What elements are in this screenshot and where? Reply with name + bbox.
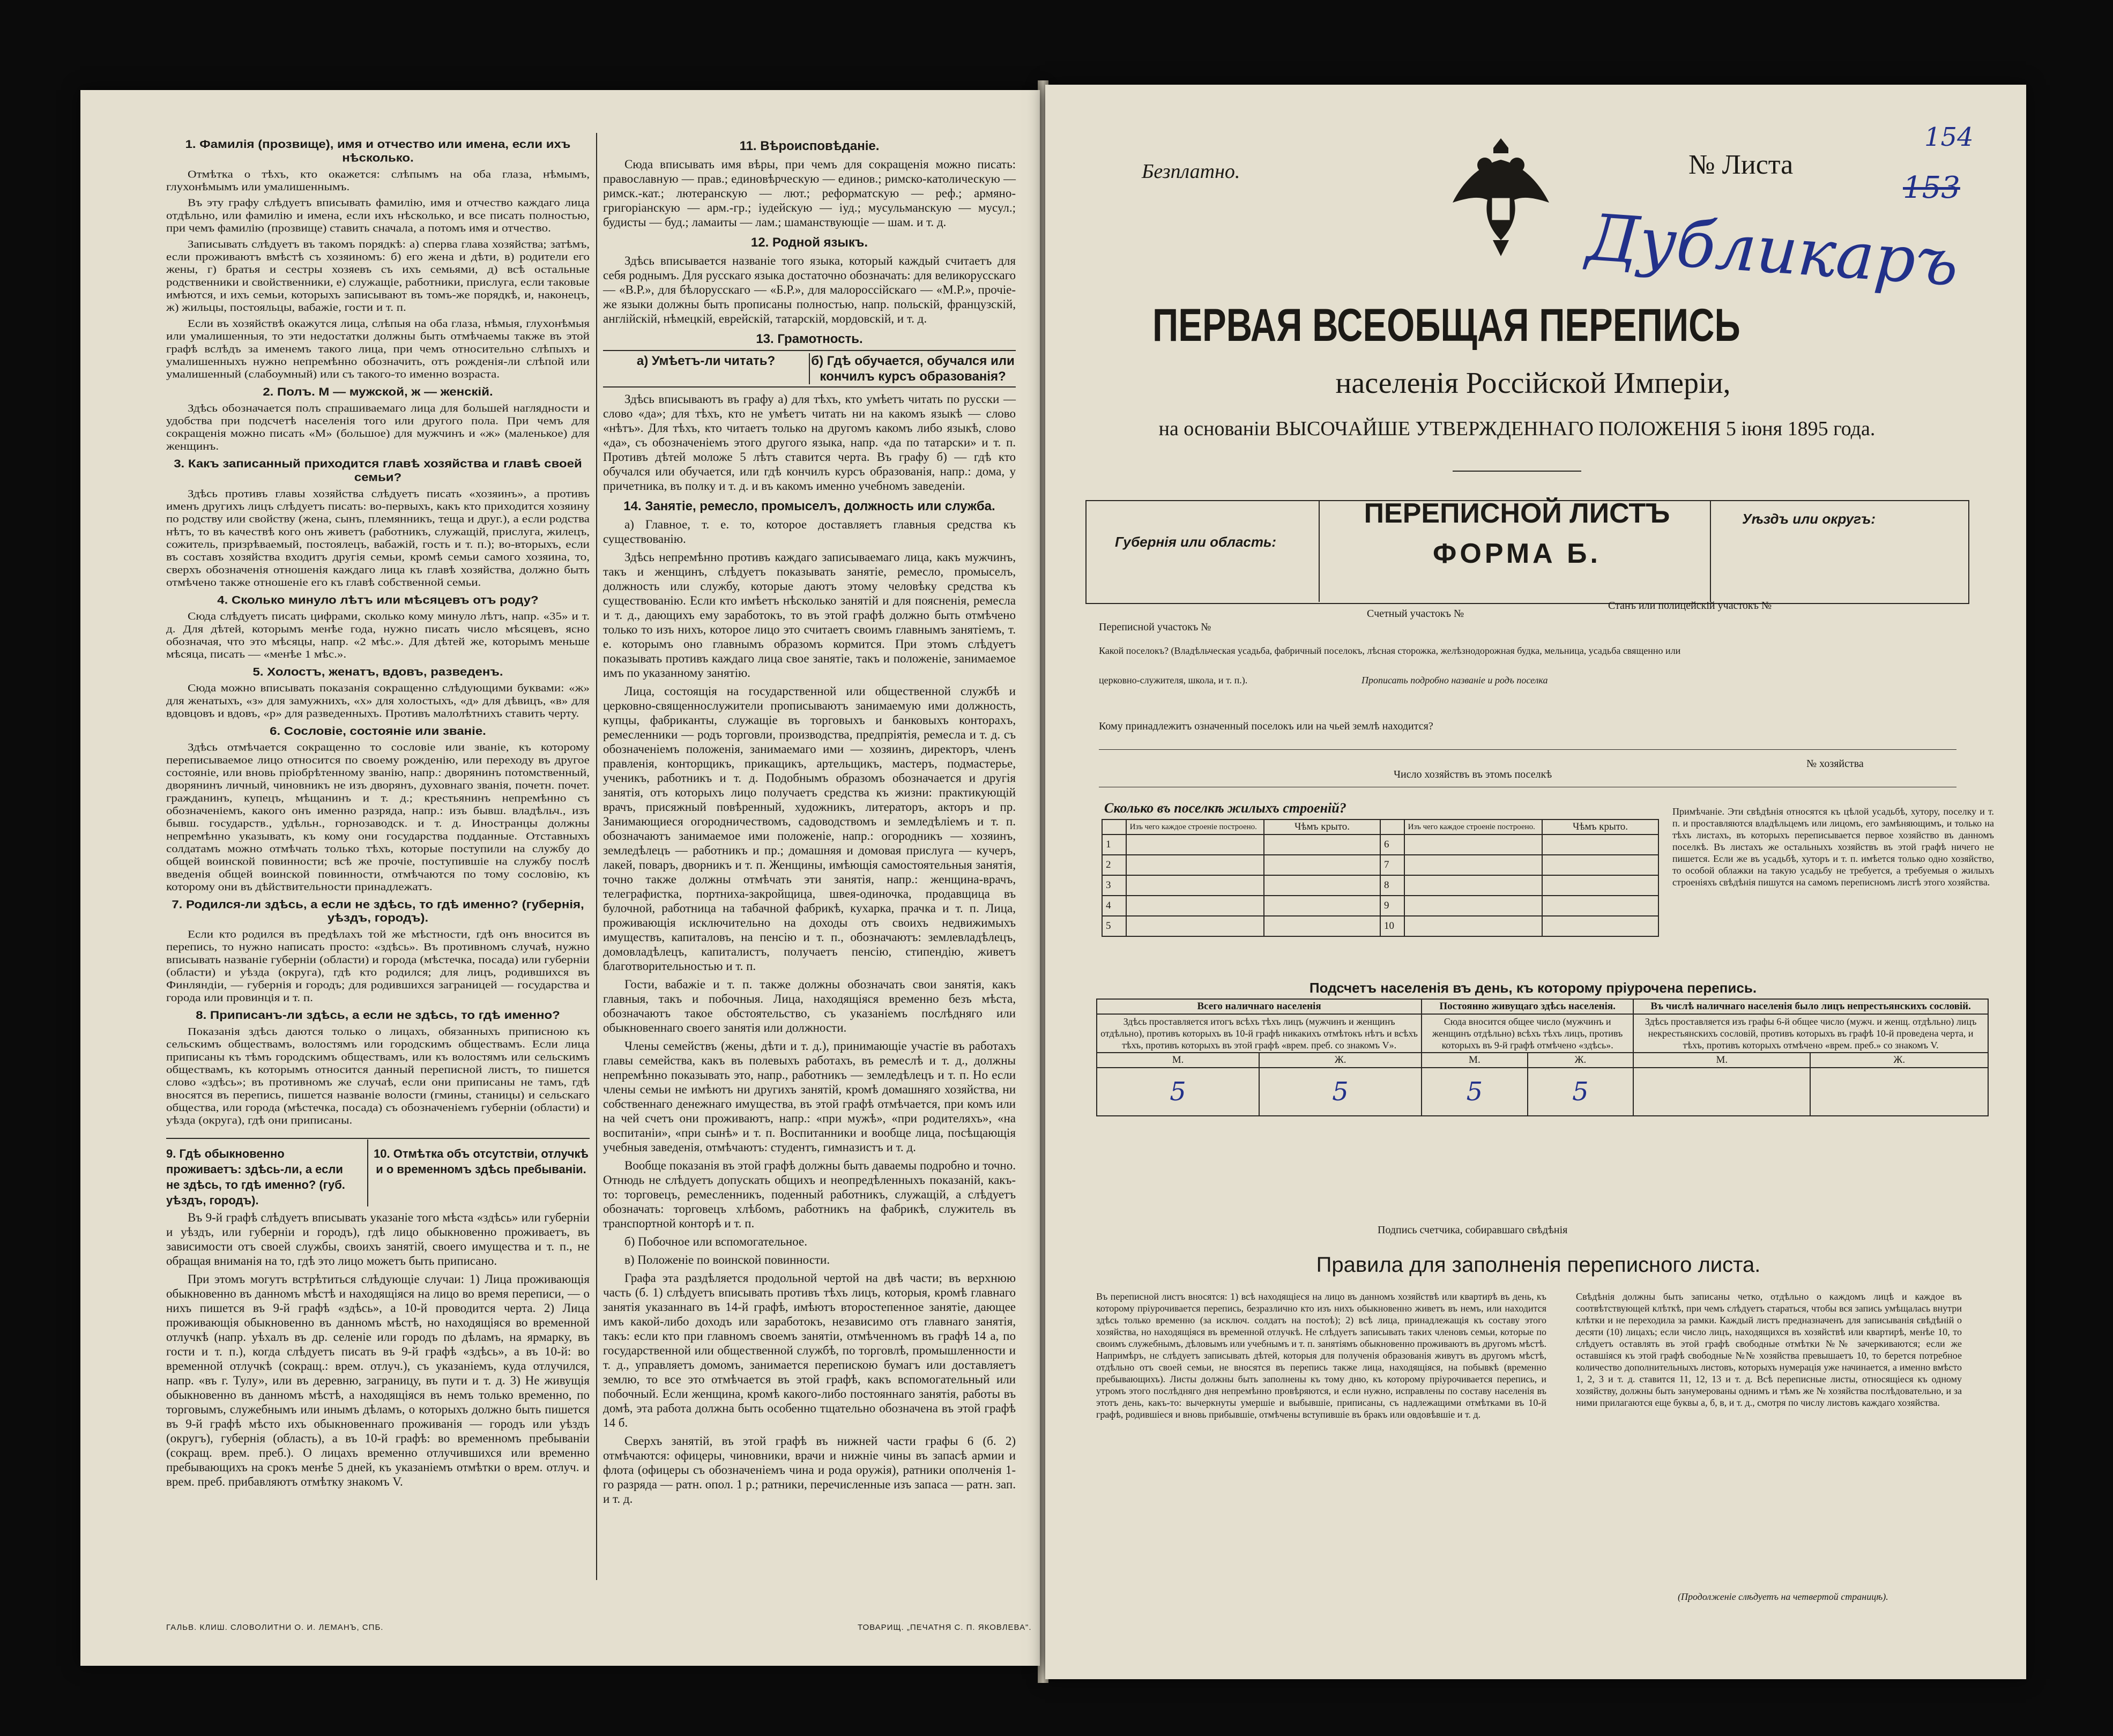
enumerator-signature-label: Подпись счетчика, собиравшаго свѣдѣнія [1378,1224,1568,1236]
building-cell [1542,875,1658,896]
rules-text-right: Свѣдѣнія должны быть записаны четко, отдѣльно о каждомъ лицѣ и каждое въ соотвѣтствующей клѣткѣ, при чемъ слѣдуетъ стараться, чтобы вся запись умѣщалась внутри клѣтки и не переходила за рамки. Каждый листъ предназначенъ для записыванія свѣдѣній о десяти (10) лицахъ; если число лицъ, находящихся въ хозяйствѣ или квартирѣ, менѣе 10, то слѣдуетъ оставлять въ этой графѣ свободные отмѣтки №№ зачеркиваются; если же оставшіяся къ этой графѣ свободные №№ хозяйства превышаетъ 10, то берется потребное количество дополнительныхъ листовъ, которыхъ нумерація уже начинается, а именно вмѣсто 1, 2, 3 и т. д. ставится 11, 12, 13 и т. д. Всѣ переписные листы, относящіеся къ одному хозяйству, должны быть занумерованы однимъ и тѣмъ же № хозяйства послѣдовательно, и за ними прилагаются еще буквы а, б, в, и т. д., смотря по числу листовъ каждаго хозяйства. [1576,1291,1962,1408]
instruction-paragraph: Здѣсь вписывается названіе того языка, который каждый считаетъ для себя роднымъ. Для русскаго языка достаточно обозначать: для великорусскаго — «В.Р.», для бѣлорусскаго — «Б.Р.», для малороссійскаго — «М.Р.», прочіе-же языки должны быть прописаны полностью, напр. польскій, французскій, англійскій, нѣмецкій, еврейскій, татарскій, мордовскій, и т. д. [603,254,1016,325]
section-heading: 3. Какъ записанный приходится главѣ хозяйства и главѣ своей семьи? [174,457,582,484]
instruction-paragraph: Сверхъ занятій, въ этой графѣ въ нижней части графы 6 (б. 2) отмѣчаются: офицеры, чиновники, врачи и нижніе чины въ запасѣ армии и флота (офицеры съ обозначеніемъ чина и рода оружія), ратники ополченія 1-го разряда — ратн. опол. 1 р.; ратники, перечисленные изъ запаса — ратн. зап. и т. д. [603,1434,1016,1506]
building-cell [1264,875,1380,896]
instruction-paragraph: Здѣсь противъ главы хозяйства слѣдуетъ писать «хозяинъ», а противъ именъ другихъ лицъ слѣдуетъ писать: во-первыхъ, какъ кто приходится хозяину по родству или свойству (жена, сынъ, племянникъ, теща и друг.), а если родства нѣтъ, то въ качествѣ кого онъ живетъ (работникъ, служащій, прислуга, жилецъ, сожитель, призрѣваемый, постоялецъ, вабажій, гость и т. п.); во-вторыхъ, если въ составъ хозяйства входитъ другія семьи, кромѣ семьи самого хозяина, то, сверхъ обозначенія отношенія каждаго лица къ главѣ хозяйства, должно быть отмѣчено также отношеніе его къ главѣ собственной семьи. [166,487,590,588]
rule-divider [166,1138,590,1139]
building-cell [1126,875,1264,896]
instruction-paragraph: в) Положеніе по воинской повинности. [624,1253,830,1266]
settlement-label: Какой поселокъ? (Владѣльческая усадьба, фабричный поселокъ, лѣсная сторожка, желѣзнодорожная будка, мельница, усадьба священно или [1099,645,1681,656]
building-cell [1542,855,1658,875]
instructions-column-1-bottom [166,1210,590,1493]
enumeration-district-label: Переписной участокъ № [1099,621,1211,633]
present-male-value: 5 [1097,1068,1259,1116]
instruction-paragraph: Графа эта раздѣляется продольной чертой на двѣ части; въ верхнюю часть (б. 1) слѣдуетъ вписывать противъ тѣхъ лицъ, которыя, кромѣ главнаго занятія указаннаго въ 14-й графѣ, имѣютъ второстепенное занятіе, дающее имъ какой-либо доходъ или заработокъ, независимо отъ главнаго занятія, такъ: если кто при главномъ своемъ занятіи, отмѣченномъ въ графѣ 14 а, по государственной или общественной службѣ, по торговлѣ, промышленности и т. д., управляетъ домомъ, занимается перепискою бумагъ или доставляетъ землю, то все это отмѣчается въ этой графѣ, какъ вспомогательный или побочный. Если женщина, кромѣ какого-либо постояннаго занятія, работы въ домѣ, эта работа должна быть особенно тщательно обозначена въ этой графѣ 14 б. [603,1271,1016,1429]
instruction-paragraph: При этомъ могутъ встрѣтиться слѣдующіе случаи: 1) Лица проживающія обыкновенно въ данномъ мѣстѣ и находящіяся на лицо во время переписи, — о нихъ пишется въ 9-й графѣ «здѣсь», а 10-й проводится черта. 2) Лица проживающія обыкновенно въ данномъ мѣстѣ, но находящіяся во временной отлучкѣ (напр. уѣхалъ въ др. селеніе или городъ по дѣламъ, на ярмарку, въ гости и т. п.), когда слѣдуетъ писать въ 9-й графѣ «здѣсь», а въ 10-й: во временной отлучкѣ (сокращ.: врем. отлуч.), съ указаніемъ, куда отлучился, напр. «въ г. Тулу», или въ деревню, заграницу, въ пути и т. д. 3) Не живущія обыкновенно въ данномъ мѣстѣ, а находящіяся въ немъ только временно, по торговымъ, служебнымъ или инымъ дѣламъ, о которыхъ должно быть пишется въ 9-й графѣ мѣсто ихъ обыкновеннаго проживанія — городъ или уѣздъ (округъ), губернія (область), а въ 10-й графѣ: во временномъ пребываніи (сокращ. врем. преб.). О лицахъ временно отлучившихся или временно пребывающихъ на срокъ менѣе 5 дней, къ указаніемъ отмѣтки о врем. отлуч. и врем. преб. прибавляютъ отмѣтку знакомъ V. [166,1272,590,1488]
buildings-title: Сколько въ поселкѣ жилыхъ строеній? [1104,800,1346,816]
population-count-title: Подсчетъ населенія въ день, къ которому пріурочена перепись. [1309,980,1757,996]
section-heading: 6. Сословіе, состояніе или званіе. [270,725,486,738]
buildings-col-material: Изъ чего каждое строеніе построено. [1126,819,1264,835]
instruction-paragraph: Если въ хозяйствѣ окажутся лица, слѣпыя на оба глаза, нѣмыя, глухонѣмыя или умалишенныя, то эти недостатки должны быть отмѣчаемы также въ этой графѣ вслѣдъ за именемъ такого лица, при чемъ относительно слѣпыхъ и умалишенныхъ нужно непремѣнно обозначить, отъ рожденія-ли слѣпой или умалишенный (слабоумный) или съ такого-то именно возраста. [166,317,590,381]
instruction-paragraph: Здѣсь обозначается полъ спрашиваемаго лица для большей наглядности и удобства при подсчетѣ населенія того или другого пола. При чемъ для сокращенія можно писать «М» (большое) для мужчинъ и «ж» (маленькое) для женщинъ. [166,402,590,452]
building-cell [1404,835,1542,855]
instruction-paragraph: Отмѣтка о тѣхъ, кто окажется: слѣпымъ на оба глаза, нѣмымъ, глухонѣмымъ или умалишеннымъ. [166,168,590,193]
building-cell [1126,916,1264,936]
literacy-subheaders [603,350,1016,388]
building-cell [1126,835,1264,855]
building-number: 8 [1380,875,1404,896]
building-cell [1264,896,1380,916]
building-cell [1542,896,1658,916]
sheet-number-handwritten: 154 [1924,122,1974,152]
instructions-column-1 [166,133,590,1130]
heading-9: 9. Гдѣ обыкновенно проживаетъ: здѣсь-ли, а если не здѣсь, то гдѣ именно? (губ. уѣздъ, городъ). [166,1147,345,1207]
form-line [1099,749,1956,750]
police-district-label: Станъ или полицейскій участокъ № [1608,600,1772,612]
count-desc-present: Здѣсь проставляется итогъ всѣхъ тѣхъ лицъ (мужчинъ и женщинъ отдѣльно), противъ которыхъ въ 10-й графѣ никакихъ отмѣтокъ нѣтъ и всѣхъ тѣхъ, противъ которыхъ въ этой графѣ «врем. преб. со знакомъ V». [1097,1014,1422,1053]
building-cell [1264,916,1380,936]
instruction-paragraph: Показанія здѣсь даются только о лицахъ, обязанныхъ приписною къ сельскимъ обществамъ, волостямъ или городскимъ обществамъ. Если лица приписаны къ тѣмъ городскимъ обществамъ, или къ волостямъ или сельскимъ обществамъ, къ которымъ относится данный переписной листъ, то пишется слово «здѣсь»; въ противномъ же случаѣ, если они приписаны не тамъ, гдѣ вносятся въ перепись, пишется названіе волости (гмины, станицы) и сельскаго общества, или города (мѣстечка, посада) съ обозначеніемъ губерніи (области) и уѣзда (округа), гдѣ они приписаны. [166,1025,590,1126]
building-cell [1264,855,1380,875]
present-female-value: 5 [1259,1068,1422,1116]
instructions-column-2 [603,133,1016,1510]
building-number: 9 [1380,896,1404,916]
province-label: Губернія или область: [1115,534,1277,550]
building-cell [1404,916,1542,936]
building-number: 3 [1102,875,1126,896]
building-number: 10 [1380,916,1404,936]
count-header-present: Всего наличнаго населенія [1097,999,1422,1014]
rules-continued: (Продолженіе слѣдуетъ на четвертой страницѣ). [1678,1591,1888,1602]
building-cell [1404,855,1542,875]
sheet-number-label: № Листа [1688,150,1794,180]
sheet-number-handwritten-2: 153 [1903,170,1960,205]
imperial-eagle-emblem [1442,133,1560,262]
buildings-table [1102,819,1659,937]
section-heading: 12. Родной языкъ. [750,235,868,250]
header-box-divider [1319,500,1320,602]
count-header-permanent: Постоянно живущаго здѣсь населенія. [1422,999,1633,1014]
instruction-paragraph: Здѣсь отмѣчается сокращенно то сословіе или званіе, къ которому переписываемое лицо относится по своему рожденію, или переходу въ другое состояніе, или вновь пріобрѣтенному званію, напр.: дворянинъ потомственный, дворянинъ личный, чиновникъ не изъ дворянъ, духовнаго званія, почетн. почет. гражданинъ, купецъ, мѣщанинъ и т. д.; крестьянинъ непремѣнно съ обозначеніемъ, какого онъ именно разряда, напр.: изъ бывш. владѣльч., изъ бывш. государств., удѣльн., горнозаводск. и т. д. Иностранцы должны непремѣнно указывать, къ кому они государства подданные. Отставныхъ солдатамъ можно отмѣчать только тѣхъ, которые поступили на службу до общей воинской повинности; всѣ же прочіе, поступившіе на службу послѣ введенія общей воинской повинности, отмѣчаются по тому сословію, къ которому они въ дѣйствительности принадлежатъ. [166,741,590,893]
permanent-male-value: 5 [1422,1068,1528,1116]
building-number: 2 [1102,855,1126,875]
form-label: ФОРМА Б. [1433,538,1601,569]
instruction-paragraph: б) Побочное или вспомогательное. [624,1235,807,1248]
heading-divider [367,1139,368,1206]
male-col: М. [1633,1053,1810,1068]
building-row [1102,875,1658,896]
instruction-paragraph: Здѣсь вписываютъ въ графу а) для тѣхъ, кто умѣетъ читать по русски — слово «да»; для тѣхъ, кто не умѣетъ читать ни на какомъ языкѣ — слово «нѣтъ». Для тѣхъ, кто читаетъ только на другомъ какомъ либо языкѣ, слово «да», съ обозначеніемъ этого другого языка, напр. «да по татарски» и т. п. Противъ дѣтей моложе 5 лѣтъ ставится черта. Въ графу б) — гдѣ кто обучался или обучается, или гдѣ кончилъ курсъ образованія, напр.: дома, у причетника, въ полку и т. д. и въ какомъ именно учебномъ заведеніи. [603,392,1016,493]
literacy-education-heading: б) Гдѣ обучается, обучался или кончилъ курсъ образованія? [811,354,1015,384]
census-title: ПЕРВАЯ ВСЕОБЩАЯ ПЕРЕПИСЬ [1152,300,1740,351]
building-cell [1404,896,1542,916]
settlement-label-cont: церковно-служителя, школа, и т. п.). [1099,675,1248,686]
male-col: М. [1422,1053,1528,1068]
count-desc-permanent: Сюда вносится общее число (мужчинъ и женщинъ отдѣльно) всѣхъ тѣхъ лицъ, противъ которыхъ въ 9-й графѣ отмѣчено «здѣсь». [1422,1014,1633,1053]
building-cell [1264,835,1380,855]
printer-credit-left: ГАЛЬВ. КЛИШ. СЛОВОЛИТНИ О. И. ЛЕМАНЪ, СПБ. [166,1623,384,1632]
handwritten-surname: Дубликаръ [1584,200,1961,301]
count-header-nonpeasant: Въ числѣ наличнаго населенія было лицъ непрестьянскихъ сословій. [1633,999,1988,1014]
section-heading: 11. Вѣроисповѣданіе. [739,139,880,153]
instruction-paragraph: Въ эту графу слѣдуетъ вписывать фамилію, имя и отчество каждаго лица отдѣльно, или фамилію и имена, если ихъ нѣсколько, и все писать полностью, при чемъ фамилію (прозвище) ставить сначала, а потомъ имя и отчество. [166,197,590,234]
building-number: 7 [1380,855,1404,875]
section-heading: 7. Родился-ли здѣсь, а если не здѣсь, то гдѣ именно? (губернія, уѣздъ, городъ). [172,898,584,925]
building-cell [1404,875,1542,896]
land-owner-label: Кому принадлежитъ означенный поселокъ или на чьей землѣ находится? [1099,720,1433,732]
section-heading: 2. Полъ. М — мужской, ж — женскій. [263,385,493,399]
male-col: М. [1097,1053,1259,1068]
female-col: Ж. [1810,1053,1988,1068]
buildings-col-material: Изъ чего каждое строеніе построено. [1404,819,1542,835]
instruction-paragraph: Записывать слѣдуетъ въ такомъ порядкѣ: а) сперва глава хозяйства; затѣмъ, если проживаютъ вмѣстѣ съ хозяиномъ: б) его жена и дѣти, в) родители его жены, г) братья и сестры хозяевъ съ ихъ семьями, д) всѣ остальные родственники и свойственники, е) служащіе, работники, прислуга, если таковые имѣются, и ихъ семьи, которыхъ записывают въ томъ-же порядкѣ, и, наконецъ, ж) жильцы, постояльцы, вабажіе, гости и т. п. [166,238,590,314]
district-label: Уѣздъ или округъ: [1742,511,1876,527]
building-number: 5 [1102,916,1126,936]
counting-district-label: Счетный участокъ № [1367,608,1464,620]
instruction-paragraph: Въ 9-й графѣ слѣдуетъ вписывать указаніе того мѣста «здѣсь» или губерніи и уѣздъ, или губерніи и городъ), гдѣ лицо обыкновенно проживаетъ, въ зависимости отъ своей службы, своихъ занятій, своего имущества и т. п., не обращая вниманія на то, гдѣ это лицо можетъ быть приписано. [166,1211,590,1268]
building-cell [1126,855,1264,875]
buildings-col-roof: Чѣмъ крыто. [1542,819,1658,835]
instruction-paragraph: Гости, вабажіе и т. п. также должны обозначать свои занятія, какъ главныя, такъ и побочныя. Лица, находящіяся временно безъ мѣста, обозначаютъ такое обстоятельство, съ указаніемъ послѣдняго или обыкновеннаго своего занятія или должности. [603,978,1016,1034]
section-heading: 14. Занятіе, ремесло, промыселъ, должность или служба. [623,499,995,513]
section-heading: 13. Грамотность. [756,332,863,346]
buildings-col-roof: Чѣмъ крыто. [1264,819,1380,835]
count-desc-nonpeasant: Здѣсь проставляется изъ графы 6-й общее число (мужч. и женщ. отдѣльно) лицъ некрестьянскихъ сословій, противъ которыхъ въ графѣ 10-й проведена черта, и тѣхъ, противъ которыхъ отмѣчено «врем. преб.» со знакомъ V. [1633,1014,1988,1053]
building-number: 6 [1380,835,1404,855]
instruction-paragraph: Если кто родился въ предѣлахъ той же мѣстности, гдѣ онъ вносится въ перепись, то нужно написать просто: «здѣсь». Въ противномъ случаѣ, нужно вписывать названіе губерніи (области) и города (мѣстечка, посада) или губерніи (области) и уѣзда (округа), гдѣ кто родился; для лицъ, родившихся въ Финляндіи, — губернія и городъ; для родившихся заграницей — государства и города или провинція и т. п. [166,928,590,1004]
building-row [1102,896,1658,916]
literacy-read-heading: а) Умѣетъ-ли читать? [603,353,810,384]
instruction-paragraph: Здѣсь непремѣнно противъ каждаго записываемаго лица, какъ мужчинъ, такъ и женщинъ, слѣдуетъ показывать занятіе, ремесло, промыселъ, должность или службу, которые даютъ этому человѣку средства къ существованію. Если кто имѣетъ нѣсколько занятій и для поясненія, ремесла и т. д., дающихъ ему заработокъ, то въ этой графѣ должно быть отмѣчено только то изъ нихъ, которое лицо это считаетъ своимъ главнымъ занятіемъ, т. е. которымъ оно главнымъ образомъ кормится. При этомъ слѣдуетъ показывать противъ каждаго лица свое занятіе, такъ и положеніе, занимаемое имъ по указанному занятію. [603,550,1016,680]
section-heading: 1. Фамилія (прозвище), имя и отчество или имена, если ихъ нѣсколько. [185,138,571,165]
female-col: Ж. [1528,1053,1634,1068]
column-divider [596,133,597,1580]
building-cell [1542,835,1658,855]
instruction-paragraph: Члены семействъ (жены, дѣти и т. д.), принимающіе участіе въ работахъ главы семейства, какъ въ полевыхъ работахъ, въ ремеслѣ и т. д., должны непремѣнно показывать это, напр., работникъ — земледѣлецъ и т. п. Но если члены семьи не имѣютъ ни другихъ занятій, кромѣ домашняго хозяйства, ни собственнаго денежнаго имущества, въ этой графѣ отмѣчается, при комъ или на чей счетъ они проживаютъ, напр.: «при мужѣ», «при родителяхъ», «на воспитаніи», «при сынѣ» и т. п. Воспитанники и вообще лица, посѣщающія учебныя заведенія, отмѣчаютъ: студентъ, гимназистъ и т. д. [603,1039,1016,1154]
building-number: 1 [1102,835,1126,855]
heading-10: 10. Отмѣтка объ отсутствіи, отлучкѣ и о временномъ здѣсь пребываніи. [374,1147,589,1176]
section-heading: 8. Приписанъ-ли здѣсь, а если не здѣсь, то гдѣ именно? [196,1009,560,1022]
right-page [1045,85,2026,1679]
settlement-instruction: Прописать подробно названіе и родъ поселка [1361,675,1548,686]
building-cell [1126,896,1264,916]
header-box-divider [1710,500,1711,602]
section-heading: 4. Сколько минуло лѣтъ или мѣсяцевъ отъ роду? [217,593,539,607]
instruction-paragraph: Сюда вписывать имя вѣры, при чемъ для сокращенія можно писать: православную — прав.; единовѣрческую — единов.; римско-католическую — римск.-кат.; лютеранскую — лют.; реформатскую — реф.; армяно-григоріанскую — арм.-гр.; іудейскую — іуд.; мусульманскую — мусул.; будисты — буд.; ламаиты — лам.; шаманствующіе — шам. и т. д. [603,158,1016,229]
building-cell [1542,916,1658,936]
instruction-paragraph: а) Главное, т. е. то, которое доставляетъ главныя средства къ существованію. [603,518,1016,546]
building-row [1102,916,1658,936]
instruction-paragraph: Сюда можно вписывать показанія сокращенно слѣдующими буквами: «ж» для женатыхъ, «з» для замужнихъ, «х» для холостыхъ, «д» для дѣвицъ, «в» для вдовцовъ и вдовъ, «р» для разведенныхъ. Противъ малолѣтнихъ ставить черту. [166,682,590,719]
ornamental-rule [1453,471,1581,472]
population-count-table [1096,999,1989,1116]
building-number: 4 [1102,896,1126,916]
left-page [80,90,1040,1666]
household-number-label: № хозяйства [1806,758,1864,770]
census-subtitle: населенія Россійской Имперіи, [1335,367,1731,400]
rules-title: Правила для заполненія переписного листа. [1316,1253,1761,1277]
printer-credit-right: ТОВАРИЩ. „ПЕЧАТНЯ С. П. ЯКОВЛЕВА". [858,1623,1032,1632]
rules-text-left: Въ переписной листъ вносятся: 1) всѣ находящіеся на лицо въ данномъ хозяйствѣ или квартирѣ въ день, къ которому пріурочивается перепись, безразлично кто изъ нихъ обыкновенно живетъ въ немъ, или находится здѣсь только временно (за исключ. солдатъ на постоѣ); 2) всѣ лица, принадлежащія къ составу этого хозяйства, но находящіяся въ временной отлучкѣ. Не слѣдуетъ записывать таких членовъ семьи, которые по своимъ служебнымъ, дѣловымъ или учебнымъ и т. п. занятіямъ обыкновенно проживаютъ въ другомъ мѣстѣ. Напримѣръ, не слѣдуетъ записывать дѣтей, которыя для полученія образованія живутъ въ другомъ мѣстѣ, отдѣльно отъ своей семьи, не вносятся въ перепись также лица, находящіяся, на побывкѣ (временно пребывающихъ). Листы должны быть заполнены къ тому дню, къ которому пріурочивается перепись, и утромъ этого послѣдняго дня непремѣнно провѣряются, и если нужно, исправлены по составу населенія въ этотъ день, какъ-то: вычеркнуты умершіе и выбывшіе, приписаны, съ надлежащими отмѣтками въ 10-й графѣ, родившіеся и вновь прибывшіе, отмѣчены вступившіе въ бракъ или овдовѣвшіе и т. д. [1096,1291,1546,1420]
instruction-paragraph: Вообще показанія въ этой графѣ должны быть даваемы подробно и точно. Отнюдь не слѣдуетъ допускать общихъ и неопредѣленныхъ показаній, какъ-то: торговецъ, ремесленникъ, поденный работникъ, служащій, а слѣдуетъ обозначать: торговецъ хлѣбомъ, работникъ на фабрикѣ, служитель въ транспортной конторѣ и т. п. [603,1159,1016,1230]
census-basis: на основаніи ВЫСОЧАЙШЕ УТВЕРЖДЕННАГО ПОЛОЖЕНІЯ 5 іюня 1895 года. [1158,418,1876,440]
free-label: Безплатно. [1142,160,1240,183]
sheet-type-title: ПЕРЕПИСНОЙ ЛИСТЪ [1364,498,1670,529]
instruction-paragraph: Лица, состоящія на государственной или общественной службѣ и церковно-священнослужители прописываютъ занимаемую ими должность, купцы, фабриканты, служащіе въ торговыхъ и банковыхъ контораxъ, ремесленники — родъ торговли, производства, предпріятія, ремесла и т. д. съ обозначеніемъ положенія, занимаемаго ими — хозяинъ, директоръ, членъ правленія, конторщикъ, прикащикъ, артельщикъ, мастеръ, подмастерье, ученикъ, работникъ и т. д. Подобнымъ образомъ обозначается и другія занятія, отъ которыхъ лицо получаетъ средства къ жизни: практикующій врачъ, присяжный повѣренный, художникъ, литераторъ, акторъ и пр. Занимающиеся огородничествомъ, садоводствомъ и земледѣліемъ и т. п. обозначаютъ занимаемое ими положеніе, напр.: огородникъ — хозяинъ, земледѣлецъ — работникъ и пр.; домашняя и домовая прислуга — кучеръ, лакей, поваръ, дворникъ и т. п. Женщины, имѣющія самостоятельныя занятія, точно также должны отмѣчать эти занятія, напр.: женщина-врачъ, телеграфистка, портниха-закройщица, швея-одиночка, продавщица въ булочной, работница на табачной фабрикѣ, кухарка, прачка и т. п. Лица, проживающія исключительно на доходы отъ своихъ недвижимыхъ имуществъ, капиталовъ, на пенсію и т. п., обозначаютъ: землевладѣлецъ, домовладѣлецъ, капиталистъ, получаетъ пенсію, стипендію, живетъ благотворительностью и т. п. [603,684,1016,973]
buildings-note: Примѣчаніе. Эти свѣдѣнія относятся къ цѣлой усадьбѣ, хутору, поселку и т. п. и проставляются владѣльцемъ или лицомъ, его замѣняющимъ, и только на тѣхъ листахъ, въ которыхъ переписывается первое хозяйство въ данномъ поселкѣ. Въ листахъ же остальныхъ хозяйствъ въ этой графѣ ничего не пишется. Если же въ усадьбѣ, хуторъ и т. п. имѣется только одно хозяйство, то особой облажки на такую усадьбу не требуется, а требуемыя о жилыхъ строеніяхъ свѣдѣнія пишутся на самомъ переписномъ листѣ этого хозяйства. [1672,806,1994,888]
permanent-female-value: 5 [1528,1068,1634,1116]
building-row [1102,835,1658,855]
instruction-paragraph: Сюда слѣдуетъ писать цифрами, сколько кому минуло лѣтъ, напр. «35» и т. д. Для дѣтей, которымъ менѣе года, нужно писать число мѣсяцевъ, ясно обозначая, что это мѣсяцы, напр. «2 мѣс.». Для дѣтей же, которымъ меньше мѣсяца, писать — «менѣе 1 мѣс.». [166,610,590,660]
section-heading: 5. Холостъ, женатъ, вдовъ, разведенъ. [252,665,503,679]
household-count-label: Число хозяйствъ въ этомъ поселкѣ [1394,769,1552,780]
female-col: Ж. [1259,1053,1422,1068]
building-row [1102,855,1658,875]
